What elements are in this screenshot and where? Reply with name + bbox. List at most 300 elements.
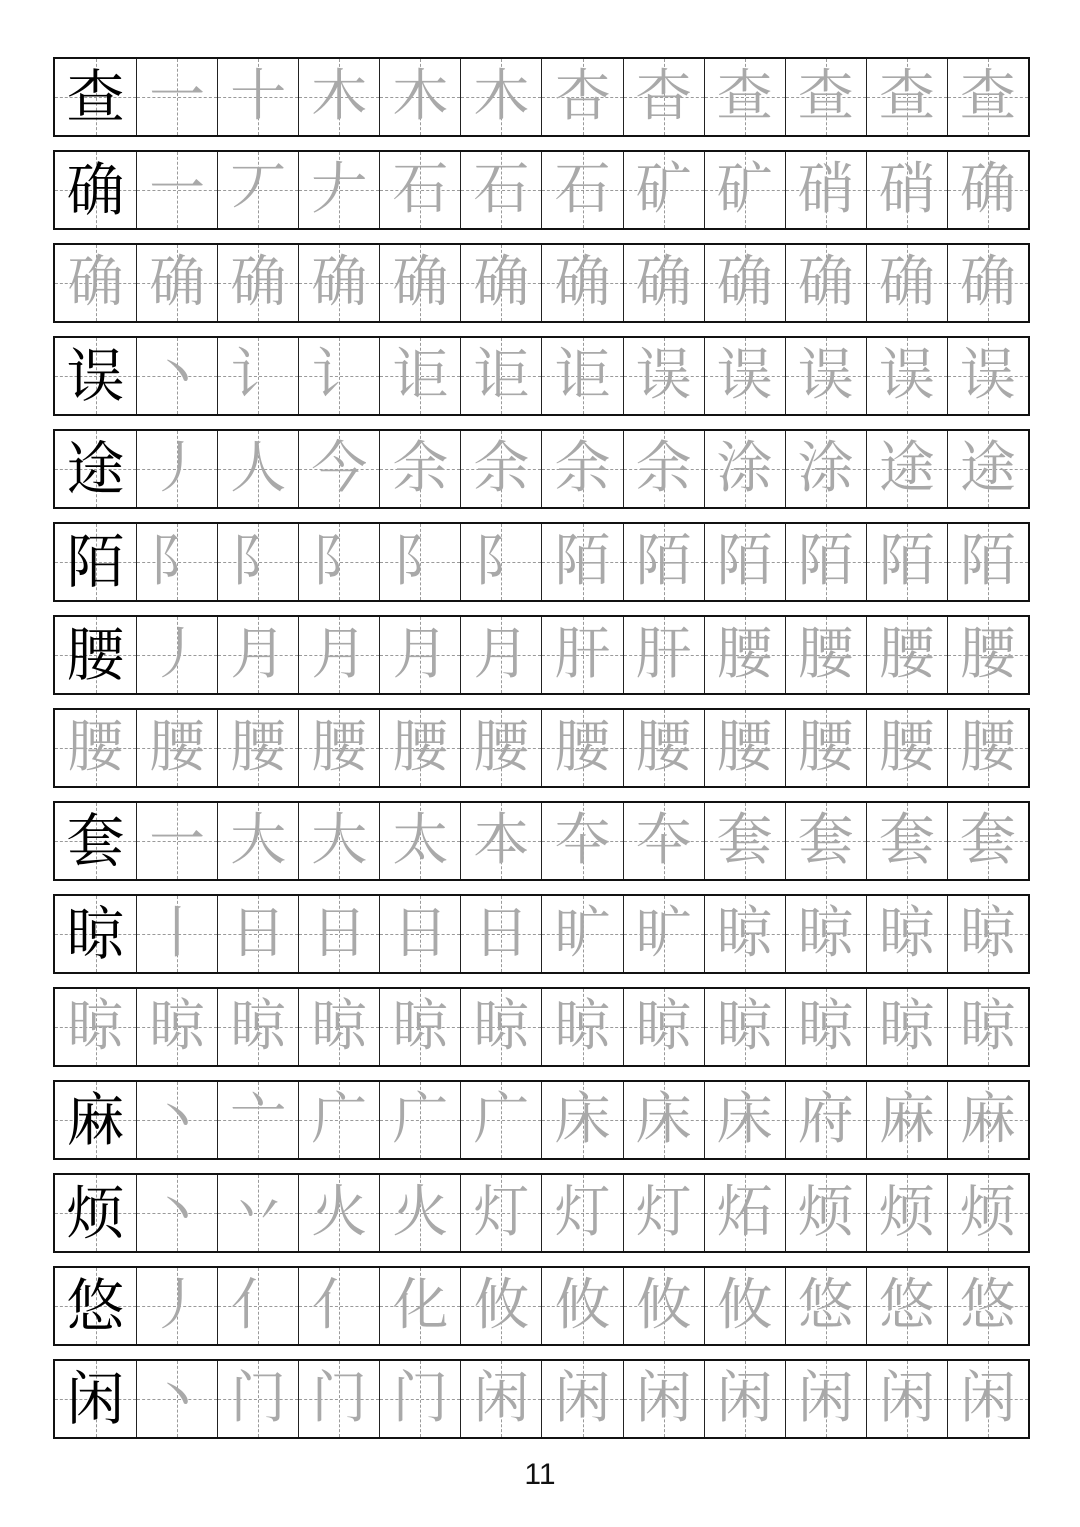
stroke-step-character: 悠 bbox=[797, 1273, 854, 1338]
practice-row bbox=[53, 1266, 1030, 1346]
stroke-step-character: 化 bbox=[392, 1273, 449, 1338]
grid-cell bbox=[541, 524, 622, 600]
grid-cell bbox=[217, 152, 298, 228]
grid-cell bbox=[866, 896, 947, 972]
grid-cell bbox=[866, 338, 947, 414]
stroke-step-character: 途 bbox=[878, 436, 935, 501]
stroke-step-character: 月 bbox=[392, 622, 449, 687]
stroke-step-character: 火 bbox=[311, 1180, 368, 1245]
grid-cell bbox=[623, 1361, 704, 1437]
stroke-step-character: 丿 bbox=[149, 622, 206, 687]
stroke-step-character: 阝 bbox=[473, 529, 530, 594]
grid-cell bbox=[55, 1268, 136, 1344]
trace-character: 晾 bbox=[554, 994, 611, 1059]
grid-cell bbox=[55, 989, 136, 1065]
grid-cell bbox=[866, 431, 947, 507]
stroke-step-character: 误 bbox=[716, 343, 773, 408]
stroke-step-character: 床 bbox=[554, 1087, 611, 1152]
grid-cell bbox=[136, 803, 217, 879]
stroke-step-character: 闲 bbox=[716, 1366, 773, 1431]
stroke-step-character: 矿 bbox=[716, 157, 773, 222]
grid-cell bbox=[460, 1361, 541, 1437]
model-character: 套 bbox=[66, 807, 125, 875]
stroke-step-character: 日 bbox=[473, 901, 530, 966]
practice-row bbox=[53, 150, 1030, 230]
stroke-step-character: 门 bbox=[230, 1366, 287, 1431]
grid-cell bbox=[217, 431, 298, 507]
trace-character: 确 bbox=[554, 250, 611, 315]
stroke-step-character: 火 bbox=[392, 1180, 449, 1245]
trace-character: 确 bbox=[473, 250, 530, 315]
model-character: 腰 bbox=[66, 621, 125, 689]
grid-cell bbox=[541, 338, 622, 414]
stroke-step-character: 晾 bbox=[716, 901, 773, 966]
stroke-step-character: 阝 bbox=[311, 529, 368, 594]
grid-cell bbox=[866, 152, 947, 228]
grid-cell bbox=[298, 1268, 379, 1344]
trace-character: 晾 bbox=[959, 994, 1016, 1059]
grid-cell bbox=[785, 1361, 866, 1437]
grid-cell bbox=[704, 245, 785, 321]
stroke-step-character: 套 bbox=[797, 808, 854, 873]
stroke-step-character: 灯 bbox=[635, 1180, 692, 1245]
grid-cell bbox=[379, 617, 460, 693]
stroke-step-character: 一 bbox=[149, 808, 206, 873]
grid-cell bbox=[866, 1361, 947, 1437]
stroke-step-character: 月 bbox=[473, 622, 530, 687]
grid-cell bbox=[704, 1268, 785, 1344]
model-character: 烦 bbox=[66, 1179, 125, 1247]
model-character: 悠 bbox=[66, 1272, 125, 1340]
grid-cell bbox=[55, 1082, 136, 1158]
grid-cell bbox=[623, 1082, 704, 1158]
trace-character: 确 bbox=[959, 250, 1016, 315]
grid-cell bbox=[55, 152, 136, 228]
grid-cell bbox=[785, 338, 866, 414]
grid-cell bbox=[623, 152, 704, 228]
stroke-step-character: 陌 bbox=[878, 529, 935, 594]
stroke-step-character: 月 bbox=[230, 622, 287, 687]
trace-character: 腰 bbox=[67, 715, 124, 780]
stroke-step-character: 确 bbox=[959, 157, 1016, 222]
grid-cell bbox=[623, 245, 704, 321]
grid-cell bbox=[704, 1175, 785, 1251]
stroke-step-character: 误 bbox=[635, 343, 692, 408]
grid-cell bbox=[623, 710, 704, 786]
trace-character: 晾 bbox=[392, 994, 449, 1059]
stroke-step-character: 陌 bbox=[554, 529, 611, 594]
grid-cell bbox=[217, 896, 298, 972]
stroke-step-character: 阝 bbox=[392, 529, 449, 594]
grid-cell bbox=[866, 803, 947, 879]
stroke-step-character: 查 bbox=[716, 64, 773, 129]
grid-cell bbox=[704, 338, 785, 414]
page-number: 11 bbox=[524, 1458, 556, 1491]
stroke-step-character: 闲 bbox=[959, 1366, 1016, 1431]
stroke-step-character: 套 bbox=[959, 808, 1016, 873]
grid-cell bbox=[785, 710, 866, 786]
stroke-step-character: 丿 bbox=[149, 1273, 206, 1338]
grid-cell bbox=[298, 1361, 379, 1437]
stroke-step-character: 夲 bbox=[554, 808, 611, 873]
grid-cell bbox=[785, 617, 866, 693]
grid-cell bbox=[947, 152, 1028, 228]
grid-cell bbox=[947, 1361, 1028, 1437]
stroke-step-character: 攸 bbox=[716, 1273, 773, 1338]
grid-cell bbox=[623, 1268, 704, 1344]
grid-cell bbox=[704, 152, 785, 228]
stroke-step-character: 查 bbox=[959, 64, 1016, 129]
trace-character: 确 bbox=[878, 250, 935, 315]
grid-cell bbox=[947, 617, 1028, 693]
grid-cell bbox=[298, 1175, 379, 1251]
stroke-step-character: 广 bbox=[392, 1087, 449, 1152]
stroke-step-character: 闲 bbox=[473, 1366, 530, 1431]
grid-cell bbox=[785, 431, 866, 507]
trace-character: 确 bbox=[797, 250, 854, 315]
grid-cell bbox=[623, 338, 704, 414]
practice-row bbox=[53, 57, 1030, 137]
stroke-step-character: 腰 bbox=[959, 622, 1016, 687]
stroke-step-character: 讠 bbox=[230, 343, 287, 408]
model-character: 确 bbox=[66, 156, 125, 224]
trace-character: 晾 bbox=[635, 994, 692, 1059]
grid-cell bbox=[947, 989, 1028, 1065]
grid-cell bbox=[298, 1082, 379, 1158]
trace-character: 确 bbox=[230, 250, 287, 315]
grid-cell bbox=[947, 1082, 1028, 1158]
grid-cell bbox=[460, 431, 541, 507]
grid-cell bbox=[55, 59, 136, 135]
grid-cell bbox=[217, 1082, 298, 1158]
stroke-step-character: 日 bbox=[311, 901, 368, 966]
practice-row bbox=[53, 894, 1030, 974]
trace-character: 腰 bbox=[878, 715, 935, 780]
stroke-step-character: 余 bbox=[635, 436, 692, 501]
trace-character: 确 bbox=[392, 250, 449, 315]
stroke-step-character: 旷 bbox=[635, 901, 692, 966]
grid-cell bbox=[298, 524, 379, 600]
trace-character: 确 bbox=[716, 250, 773, 315]
grid-cell bbox=[866, 1175, 947, 1251]
practice-row bbox=[53, 429, 1030, 509]
stroke-step-character: 杳 bbox=[635, 64, 692, 129]
grid-cell bbox=[136, 524, 217, 600]
trace-character: 腰 bbox=[473, 715, 530, 780]
stroke-step-character: 悠 bbox=[959, 1273, 1016, 1338]
grid-cell bbox=[55, 1175, 136, 1251]
grid-cell bbox=[541, 59, 622, 135]
stroke-step-character: 阝 bbox=[149, 529, 206, 594]
stroke-step-character: 讠 bbox=[311, 343, 368, 408]
stroke-step-character: 陌 bbox=[959, 529, 1016, 594]
grid-cell bbox=[55, 431, 136, 507]
stroke-step-character: 今 bbox=[311, 436, 368, 501]
model-character: 查 bbox=[66, 63, 125, 131]
grid-cell bbox=[136, 617, 217, 693]
grid-cell bbox=[623, 803, 704, 879]
grid-cell bbox=[785, 524, 866, 600]
stroke-step-character: 攸 bbox=[554, 1273, 611, 1338]
stroke-step-character: 大 bbox=[230, 808, 287, 873]
model-character: 麻 bbox=[66, 1086, 125, 1154]
stroke-step-character: 丶 bbox=[149, 343, 206, 408]
stroke-step-character: 人 bbox=[230, 436, 287, 501]
stroke-step-character: 府 bbox=[797, 1087, 854, 1152]
stroke-step-character: 硝 bbox=[797, 157, 854, 222]
trace-character: 晾 bbox=[797, 994, 854, 1059]
grid-cell bbox=[55, 1361, 136, 1437]
stroke-step-character: 闲 bbox=[797, 1366, 854, 1431]
grid-cell bbox=[460, 59, 541, 135]
grid-cell bbox=[541, 710, 622, 786]
grid-cell bbox=[541, 1268, 622, 1344]
trace-character: 腰 bbox=[311, 715, 368, 780]
grid-cell bbox=[785, 803, 866, 879]
grid-cell bbox=[866, 617, 947, 693]
stroke-step-character: 丶 bbox=[149, 1087, 206, 1152]
grid-cell bbox=[460, 710, 541, 786]
grid-cell bbox=[55, 338, 136, 414]
stroke-step-character: 门 bbox=[311, 1366, 368, 1431]
grid-cell bbox=[136, 1361, 217, 1437]
model-character: 闲 bbox=[66, 1365, 125, 1433]
stroke-step-character: 烦 bbox=[878, 1180, 935, 1245]
grid-cell bbox=[947, 245, 1028, 321]
grid-cell bbox=[55, 245, 136, 321]
grid-cell bbox=[704, 524, 785, 600]
grid-cell bbox=[460, 617, 541, 693]
grid-cell bbox=[623, 431, 704, 507]
stroke-step-character: 床 bbox=[716, 1087, 773, 1152]
grid-cell bbox=[541, 617, 622, 693]
grid-cell bbox=[460, 1082, 541, 1158]
stroke-step-character: 套 bbox=[878, 808, 935, 873]
grid-cell bbox=[379, 710, 460, 786]
grid-cell bbox=[379, 1361, 460, 1437]
grid-cell bbox=[379, 152, 460, 228]
stroke-step-character: 讵 bbox=[392, 343, 449, 408]
stroke-step-character: 陌 bbox=[716, 529, 773, 594]
grid-cell bbox=[541, 896, 622, 972]
trace-character: 腰 bbox=[635, 715, 692, 780]
trace-character: 腰 bbox=[716, 715, 773, 780]
trace-character: 晾 bbox=[878, 994, 935, 1059]
grid-cell bbox=[298, 245, 379, 321]
grid-cell bbox=[460, 896, 541, 972]
stroke-step-character: 涂 bbox=[797, 436, 854, 501]
grid-cell bbox=[460, 1175, 541, 1251]
model-character: 途 bbox=[66, 435, 125, 503]
grid-cell bbox=[947, 338, 1028, 414]
grid-cell bbox=[704, 803, 785, 879]
grid-cell bbox=[136, 152, 217, 228]
grid-cell bbox=[217, 524, 298, 600]
grid-cell bbox=[623, 1175, 704, 1251]
stroke-step-character: 一 bbox=[149, 64, 206, 129]
stroke-step-character: 旷 bbox=[554, 901, 611, 966]
trace-character: 确 bbox=[67, 250, 124, 315]
grid-cell bbox=[379, 803, 460, 879]
trace-character: 晾 bbox=[67, 994, 124, 1059]
grid-cell bbox=[55, 524, 136, 600]
stroke-step-character: 十 bbox=[230, 64, 287, 129]
practice-row bbox=[53, 708, 1030, 788]
grid-cell bbox=[704, 59, 785, 135]
stroke-step-character: 攸 bbox=[473, 1273, 530, 1338]
grid-cell bbox=[55, 617, 136, 693]
grid-cell bbox=[136, 1175, 217, 1251]
stroke-step-character: 误 bbox=[959, 343, 1016, 408]
grid-cell bbox=[541, 431, 622, 507]
grid-cell bbox=[379, 59, 460, 135]
grid-cell bbox=[379, 896, 460, 972]
grid-cell bbox=[541, 245, 622, 321]
stroke-step-character: 丿 bbox=[149, 436, 206, 501]
practice-row bbox=[53, 615, 1030, 695]
stroke-step-character: 广 bbox=[311, 1087, 368, 1152]
grid-cell bbox=[947, 59, 1028, 135]
stroke-step-character: 晾 bbox=[959, 901, 1016, 966]
stroke-step-character: 亻 bbox=[311, 1273, 368, 1338]
grid-cell bbox=[460, 989, 541, 1065]
grid-cell bbox=[217, 1361, 298, 1437]
stroke-step-character: 丶 bbox=[149, 1180, 206, 1245]
trace-character: 腰 bbox=[554, 715, 611, 780]
practice-row bbox=[53, 522, 1030, 602]
stroke-step-character: 涂 bbox=[716, 436, 773, 501]
stroke-step-character: 麻 bbox=[959, 1087, 1016, 1152]
stroke-step-character: 石 bbox=[473, 157, 530, 222]
grid-cell bbox=[785, 989, 866, 1065]
stroke-step-character: 闲 bbox=[878, 1366, 935, 1431]
grid-cell bbox=[704, 617, 785, 693]
practice-row bbox=[53, 801, 1030, 881]
stroke-step-character: 木 bbox=[311, 64, 368, 129]
stroke-step-character: 夲 bbox=[635, 808, 692, 873]
trace-character: 腰 bbox=[149, 715, 206, 780]
grid-cell bbox=[785, 1175, 866, 1251]
grid-cell bbox=[460, 338, 541, 414]
stroke-step-character: 丷 bbox=[230, 1180, 287, 1245]
stroke-step-character: 闲 bbox=[554, 1366, 611, 1431]
stroke-step-character: 讵 bbox=[554, 343, 611, 408]
grid-cell bbox=[217, 59, 298, 135]
grid-cell bbox=[460, 152, 541, 228]
stroke-step-character: 亠 bbox=[230, 1087, 287, 1152]
stroke-step-character: 闲 bbox=[635, 1366, 692, 1431]
model-character: 晾 bbox=[66, 900, 125, 968]
grid-cell bbox=[379, 245, 460, 321]
stroke-step-character: 石 bbox=[554, 157, 611, 222]
grid-cell bbox=[704, 431, 785, 507]
grid-cell bbox=[379, 1268, 460, 1344]
grid-cell bbox=[541, 1361, 622, 1437]
grid-cell bbox=[947, 1175, 1028, 1251]
trace-character: 晾 bbox=[230, 994, 287, 1059]
grid-cell bbox=[704, 896, 785, 972]
grid-cell bbox=[379, 431, 460, 507]
trace-character: 晾 bbox=[473, 994, 530, 1059]
grid-cell bbox=[541, 1175, 622, 1251]
stroke-step-character: 日 bbox=[392, 901, 449, 966]
stroke-step-character: 丶 bbox=[149, 1366, 206, 1431]
stroke-step-character: 肝 bbox=[635, 622, 692, 687]
stroke-step-character: 晾 bbox=[878, 901, 935, 966]
grid-cell bbox=[866, 989, 947, 1065]
grid-cell bbox=[866, 1268, 947, 1344]
grid-cell bbox=[866, 1082, 947, 1158]
stroke-step-character: 烦 bbox=[959, 1180, 1016, 1245]
practice-row bbox=[53, 243, 1030, 323]
grid-cell bbox=[217, 338, 298, 414]
stroke-step-character: 本 bbox=[473, 808, 530, 873]
grid-cell bbox=[217, 803, 298, 879]
model-character: 误 bbox=[66, 342, 125, 410]
grid-cell bbox=[866, 524, 947, 600]
trace-character: 晾 bbox=[716, 994, 773, 1059]
grid-cell bbox=[785, 245, 866, 321]
grid-cell bbox=[298, 710, 379, 786]
grid-cell bbox=[298, 803, 379, 879]
grid-cell bbox=[623, 617, 704, 693]
stroke-step-character: 余 bbox=[473, 436, 530, 501]
stroke-step-character: 悠 bbox=[878, 1273, 935, 1338]
stroke-step-character: 腰 bbox=[878, 622, 935, 687]
grid-cell bbox=[947, 803, 1028, 879]
grid-cell bbox=[55, 803, 136, 879]
grid-cell bbox=[704, 989, 785, 1065]
grid-cell bbox=[866, 59, 947, 135]
grid-cell bbox=[55, 710, 136, 786]
trace-character: 腰 bbox=[959, 715, 1016, 780]
grid-cell bbox=[947, 896, 1028, 972]
stroke-step-character: 烦 bbox=[797, 1180, 854, 1245]
stroke-step-character: 讵 bbox=[473, 343, 530, 408]
practice-row bbox=[53, 1359, 1030, 1439]
grid-cell bbox=[866, 245, 947, 321]
stroke-step-character: 一 bbox=[149, 157, 206, 222]
stroke-step-character: 𠂇 bbox=[311, 157, 368, 222]
trace-character: 腰 bbox=[230, 715, 287, 780]
grid-cell bbox=[541, 152, 622, 228]
stroke-step-character: 阝 bbox=[230, 529, 287, 594]
stroke-step-character: 日 bbox=[230, 901, 287, 966]
grid-cell bbox=[623, 896, 704, 972]
grid-cell bbox=[298, 152, 379, 228]
stroke-step-character: 晾 bbox=[797, 901, 854, 966]
grid-cell bbox=[785, 152, 866, 228]
stroke-step-character: 余 bbox=[392, 436, 449, 501]
grid-cell bbox=[379, 1175, 460, 1251]
grid-cell bbox=[785, 1268, 866, 1344]
grid-cell bbox=[541, 989, 622, 1065]
grid-cell bbox=[298, 338, 379, 414]
grid-cell bbox=[136, 896, 217, 972]
stroke-step-character: 查 bbox=[878, 64, 935, 129]
grid-cell bbox=[623, 524, 704, 600]
trace-character: 腰 bbox=[797, 715, 854, 780]
grid-cell bbox=[704, 710, 785, 786]
stroke-step-character: 石 bbox=[392, 157, 449, 222]
grid-cell bbox=[217, 1268, 298, 1344]
practice-row bbox=[53, 987, 1030, 1067]
practice-row bbox=[53, 336, 1030, 416]
trace-character: 确 bbox=[635, 250, 692, 315]
grid-cell bbox=[866, 710, 947, 786]
stroke-step-character: 查 bbox=[797, 64, 854, 129]
grid-cell bbox=[379, 1082, 460, 1158]
